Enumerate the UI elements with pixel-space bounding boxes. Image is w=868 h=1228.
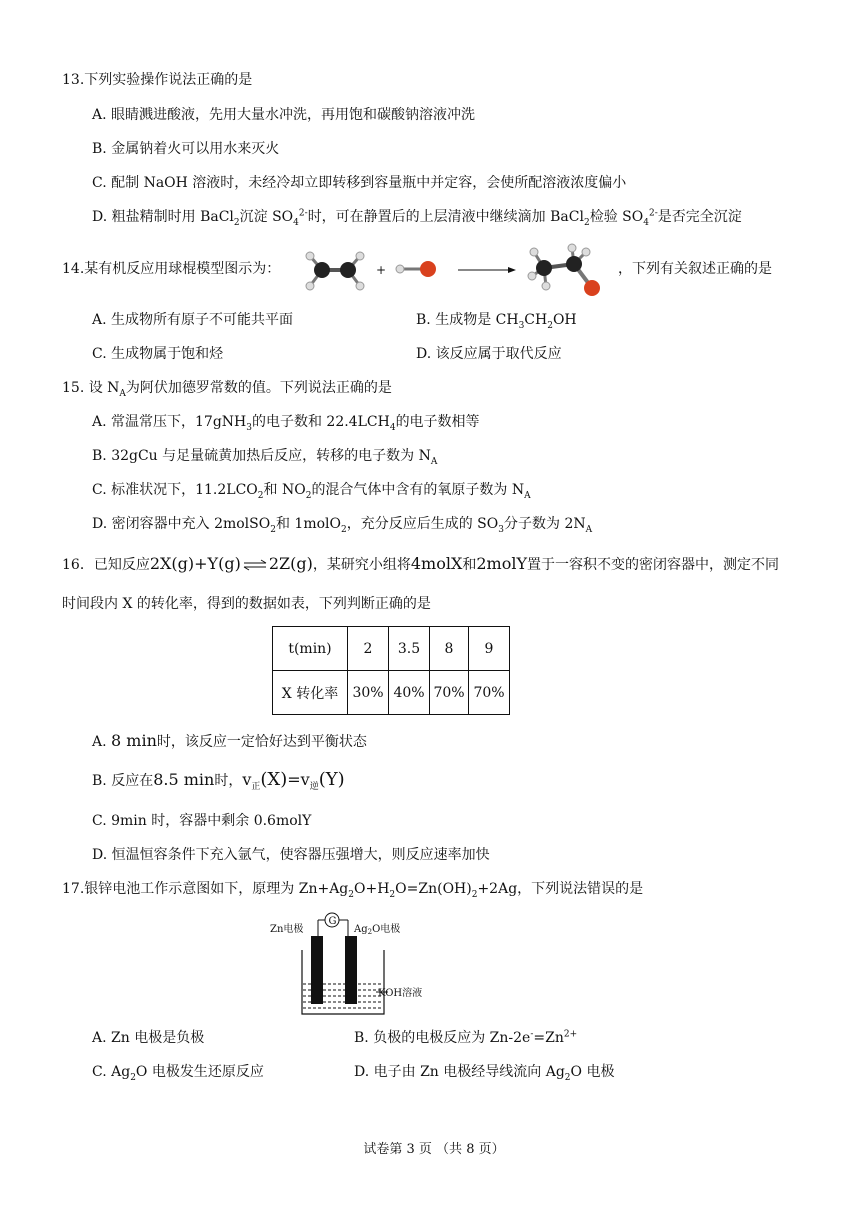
table-cell: 9 — [469, 627, 510, 671]
equilibrium-arrow-icon — [243, 559, 267, 571]
q16-option-a: A. 8 min时，该反应一定恰好达到平衡状态 — [92, 731, 367, 750]
table-cell: 8 — [430, 627, 469, 671]
battery-diagram — [266, 910, 436, 1020]
table-cell: 40% — [389, 671, 430, 715]
q14-stem: 14.某有机反应用球棍模型图示为： — [62, 261, 281, 277]
q16-data-table — [272, 626, 510, 715]
q16-stem: 16．已知反应2X(g)+Y(g) 2Z(g)，某研究小组将4molX和2molY置于一容积不变的密闭容器中，测定不同 — [62, 554, 780, 573]
q16-equation: 2X(g)+Y(g) 2Z(g) — [149, 554, 313, 573]
q16-stem-line2: 时间段内 X 的转化率，得到的数据如表，下列判断正确的是 — [62, 596, 431, 612]
plus-sign: + — [376, 263, 387, 277]
ag2o-electrode-label: $Ag_2O$电极 — [354, 924, 401, 936]
koh-label: KOH溶液 — [378, 988, 423, 999]
q14-option-c: C. 生成物属于饱和烃 — [92, 346, 224, 362]
page-footer: 试卷第 3 页 （共 8 页） — [363, 1142, 505, 1157]
table-cell: 3.5 — [389, 627, 430, 671]
table-cell: t(min) — [273, 627, 348, 671]
q17-option-a: A. Zn 电极是负极 — [92, 1030, 205, 1046]
ag2o-electrode — [345, 936, 357, 1004]
q16-option-d: D. 恒温恒容条件下充入氩气，使容器压强增大，则反应速率加快 — [92, 847, 490, 863]
q13-option-b: B. 金属钠着火可以用水来灭火 — [92, 141, 280, 157]
table-cell: X 转化率 — [273, 671, 348, 715]
table-row — [273, 627, 510, 671]
q13-option-a: A. 眼睛溅进酸液，先用大量水冲洗，再用饱和碳酸钠溶液冲洗 — [92, 107, 476, 123]
q15-option-d: D. 密闭容器中充入 2molSO$_2$和 1molO$_2$，充分反应后生成的 $SO_3$分子数为 $2N_A$ — [92, 516, 593, 535]
q13-stem: 13.下列实验操作说法正确的是 — [62, 72, 253, 88]
table-cell: 70% — [469, 671, 510, 715]
q15-stem: 15. 设 $N_A$为阿伏加德罗常数的值。下列说法正确的是 — [62, 380, 392, 399]
q17-option-c: C. $Ag_2O$ 电极发生还原反应 — [92, 1064, 264, 1083]
zn-electrode — [311, 936, 323, 1004]
q17-option-d: D. 电子由 Zn 电极经导线流向 $Ag_2O$ 电极 — [354, 1064, 615, 1083]
table-row — [273, 671, 510, 715]
q14-option-a: A. 生成物所有原子不可能共平面 — [92, 312, 294, 328]
q17-stem: 17.银锌电池工作示意图如下，原理为 $Zn+Ag_2O+H_2O=Zn(OH)_2+2Ag$，下列说法错误的是 — [62, 881, 644, 900]
q15-option-a: A. 常温常压下，17gNH$_3$的电子数和 $22.4LCH_4$的电子数相等 — [92, 414, 480, 433]
q15-option-b: B. 32gCu 与足量硫黄加热后反应，转移的电子数为 $N_A$ — [92, 448, 438, 467]
q14-option-d: D. 该反应属于取代反应 — [416, 346, 562, 362]
reaction-arrow-icon — [458, 267, 516, 273]
table-cell: 2 — [348, 627, 389, 671]
svg-text:G: G — [328, 916, 337, 927]
ethylene-model — [306, 252, 364, 290]
q13-option-c: C. 配制 NaOH 溶液时，未经冷却立即转移到容量瓶中并定容，会使所配溶液浓度偏小 — [92, 175, 627, 191]
table-cell: 30% — [348, 671, 389, 715]
zn-electrode-label: Zn电极 — [270, 924, 304, 935]
ball-stick-reaction-image — [298, 240, 618, 302]
q16-option-c: C. 9min 时，容器中剩余 0.6molY — [92, 813, 312, 829]
q14-option-b: B. 生成物是 $CH_3CH_2OH$ — [416, 312, 577, 331]
q13-option-d: D. 粗盐精制时用 BaCl$_2$沉淀 $SO_4^{2-}$时，可在静置后的上层清液中继续滴加 BaCl$_2$检验 $SO_4^{2-}$是否完全沉淀 — [92, 208, 742, 228]
water-model — [396, 261, 436, 277]
galvanometer-icon — [318, 913, 348, 936]
q14-stem-tail: ，下列有关叙述正确的是 — [618, 261, 772, 277]
q17-option-b: B. 负极的电极反应为 $Zn-2e^-=Zn^{2+}$ — [354, 1029, 578, 1046]
ethanol-model — [528, 244, 600, 296]
q15-option-c: C. 标准状况下，$11.2LCO_2$和 $NO_2$的混合气体中含有的氧原子数为 $N_A$ — [92, 482, 531, 501]
q16-option-b: B. 反应在8.5 min时，$v_正(X)=v_逆(Y)$ — [92, 769, 345, 792]
table-cell: 70% — [430, 671, 469, 715]
